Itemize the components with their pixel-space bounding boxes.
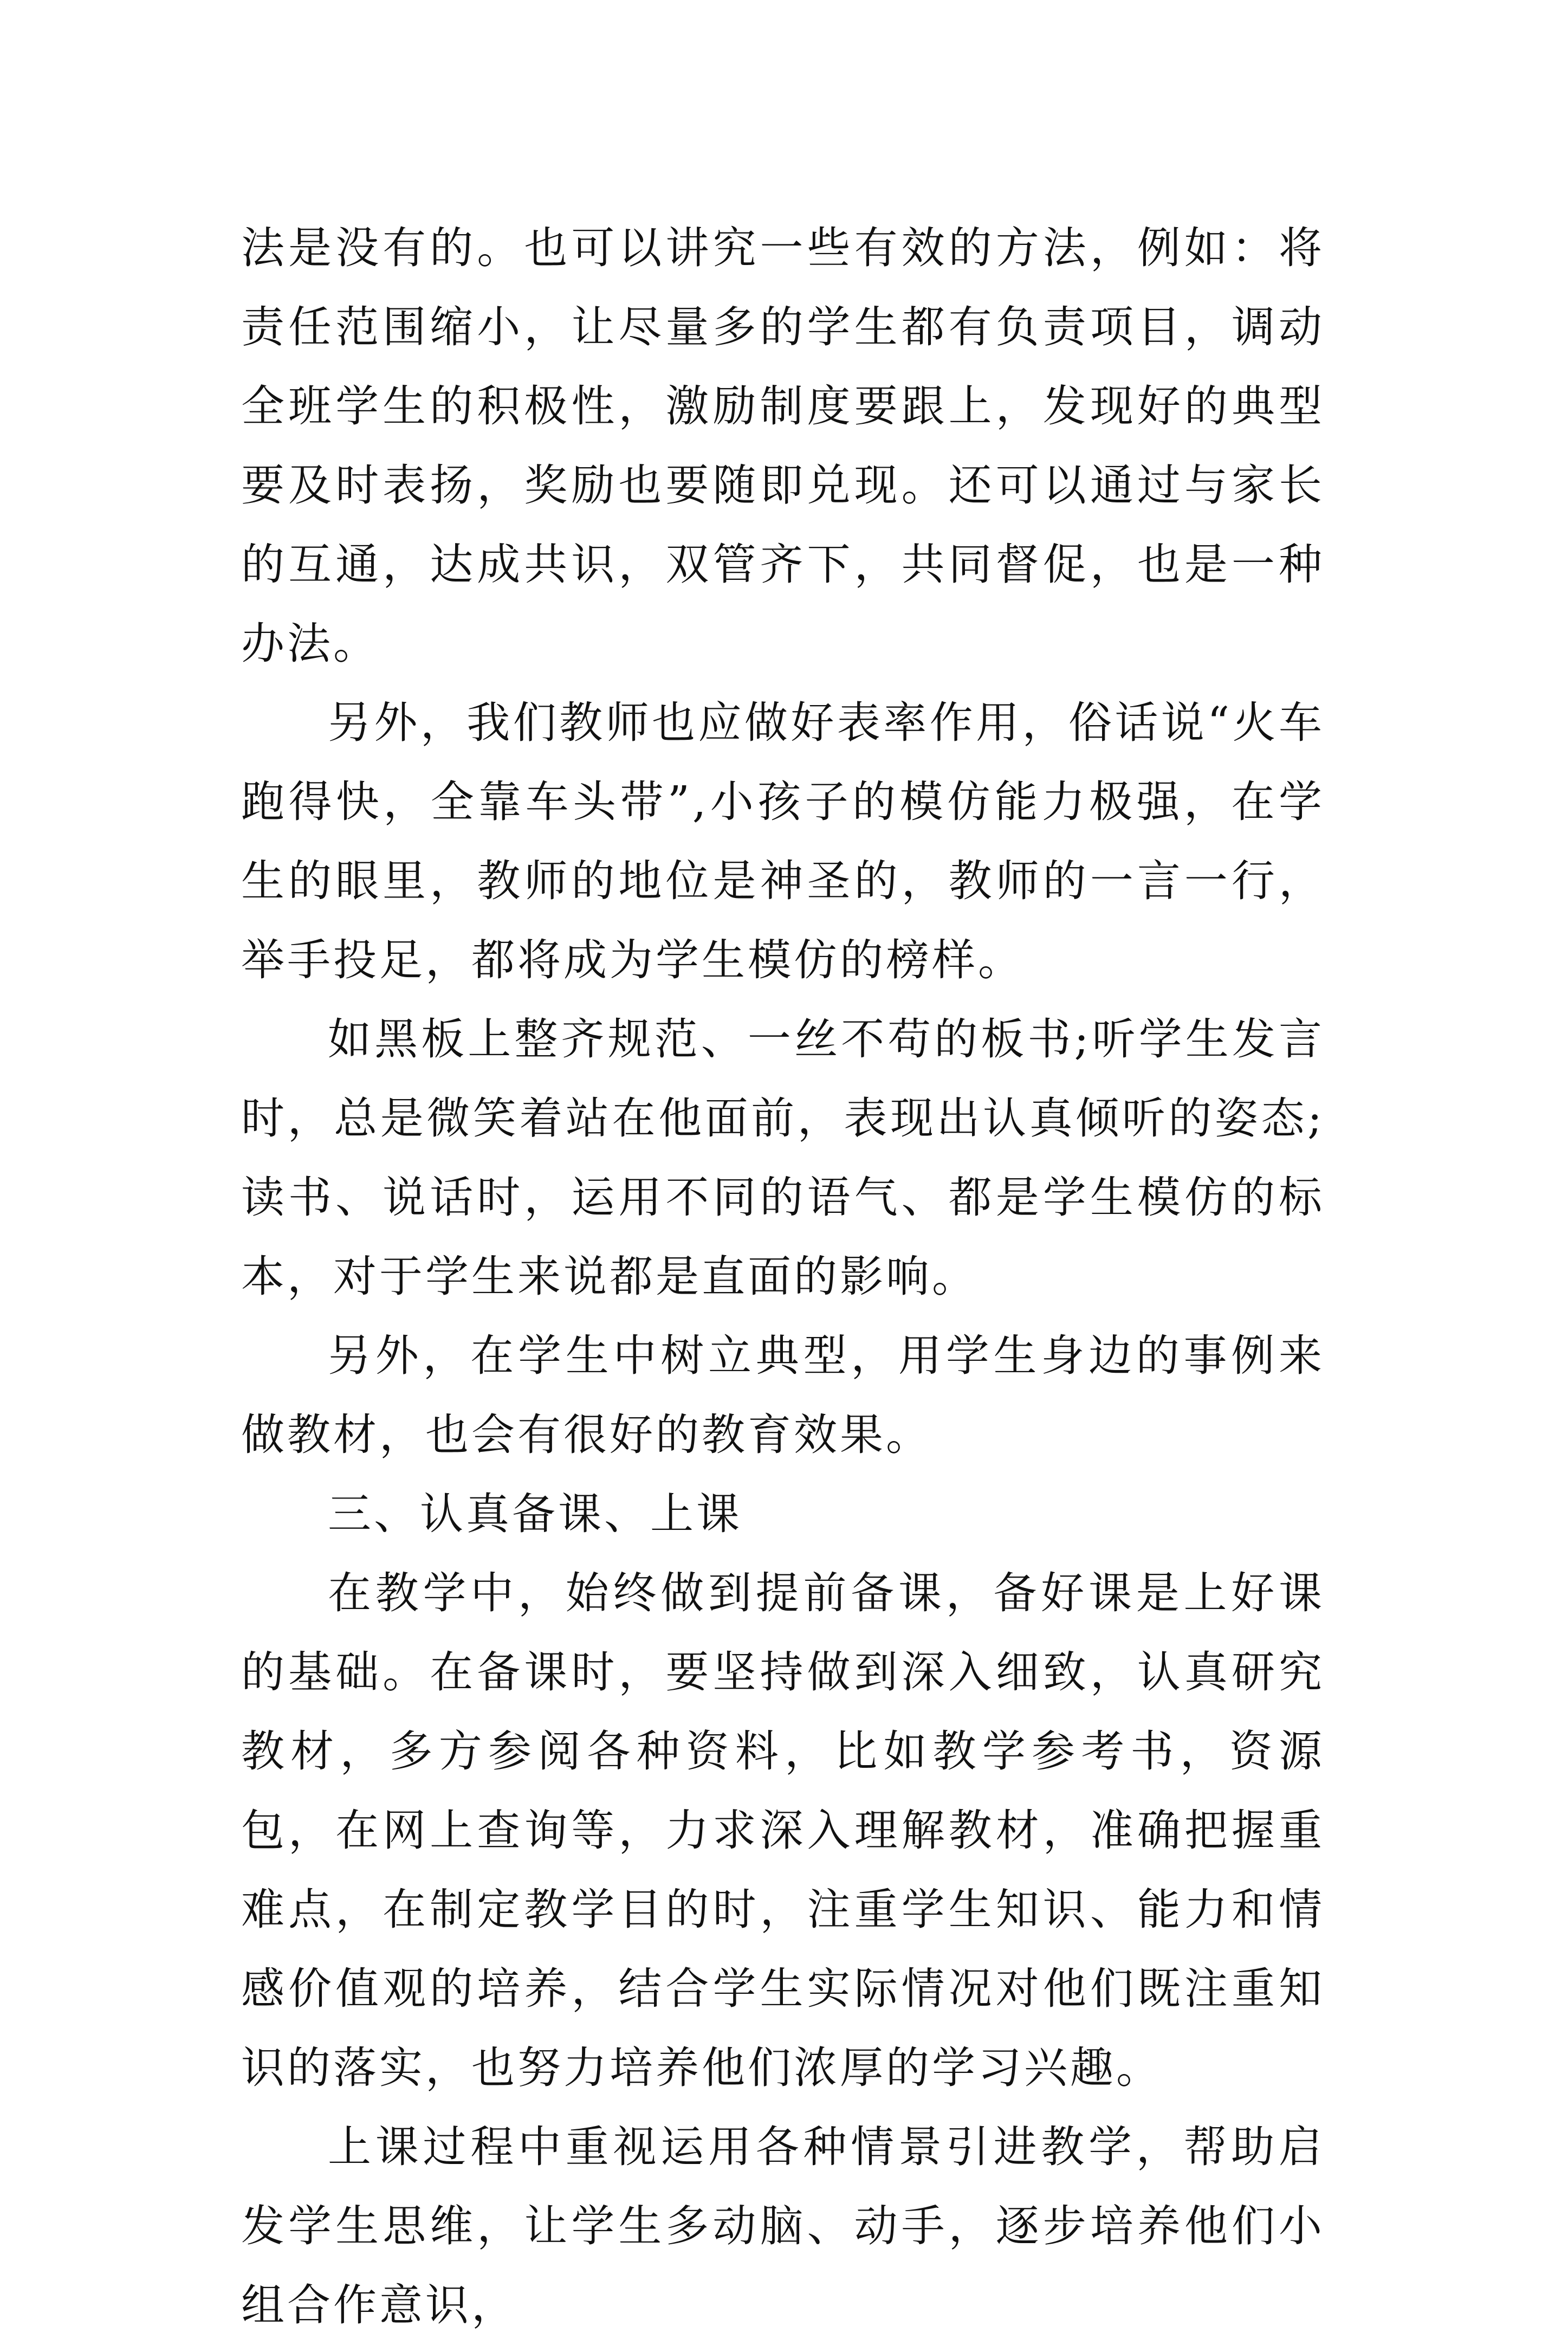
section-heading: 三、认真备课、上课: [328, 1489, 742, 1539]
paragraph: 另外，我们教师也应做好表率作用，俗话说“火车跑得快，全靠车头带”,小孩子的模仿能力极强，在学生的眼里，教师的地位是神圣的，教师的一言一行，举手投足，都将成为学生模仿的榜样。: [241, 697, 1325, 985]
paragraph: 在教学中，始终做到提前备课，备好课是上好课的基础。在备课时，要坚持做到深入细致，认真研究教材，多方参阅各种资料，比如教学参考书，资源包，在网上查询等，力求深入理解教材，准确把握重难点，在制定教学目的时，注重学生知识、能力和情感价值观的培养，结合学生实际情况对他们既注重知识的落实，也努力培养他们浓厚的学习兴趣。: [241, 1568, 1325, 2093]
paragraph: 另外，在学生中树立典型，用学生身边的事例来做教材，也会有很好的教育效果。: [241, 1330, 1325, 1460]
document-body: [241, 209, 1325, 2345]
paragraph: 如黑板上整齐规范、一丝不苟的板书;听学生发言时，总是微笑着站在他面前，表现出认真倾听的姿态;读书、说话时，运用不同的语气、都是学生模仿的标本，对于学生来说都是直面的影响。: [241, 1014, 1325, 1302]
paragraph: 上课过程中重视运用各种情景引进教学，帮助启发学生思维，让学生多动脑、动手，逐步培养他们小组合作意识，: [241, 2122, 1325, 2330]
paragraph: 法是没有的。也可以讲究一些有效的方法，例如：将责任范围缩小，让尽量多的学生都有负责项目，调动全班学生的积极性，激励制度要跟上，发现好的典型要及时表扬，奖励也要随即兑现。还可以通过与家长的互通，达成共识，双管齐下，共同督促，也是一种办法。: [241, 223, 1325, 669]
